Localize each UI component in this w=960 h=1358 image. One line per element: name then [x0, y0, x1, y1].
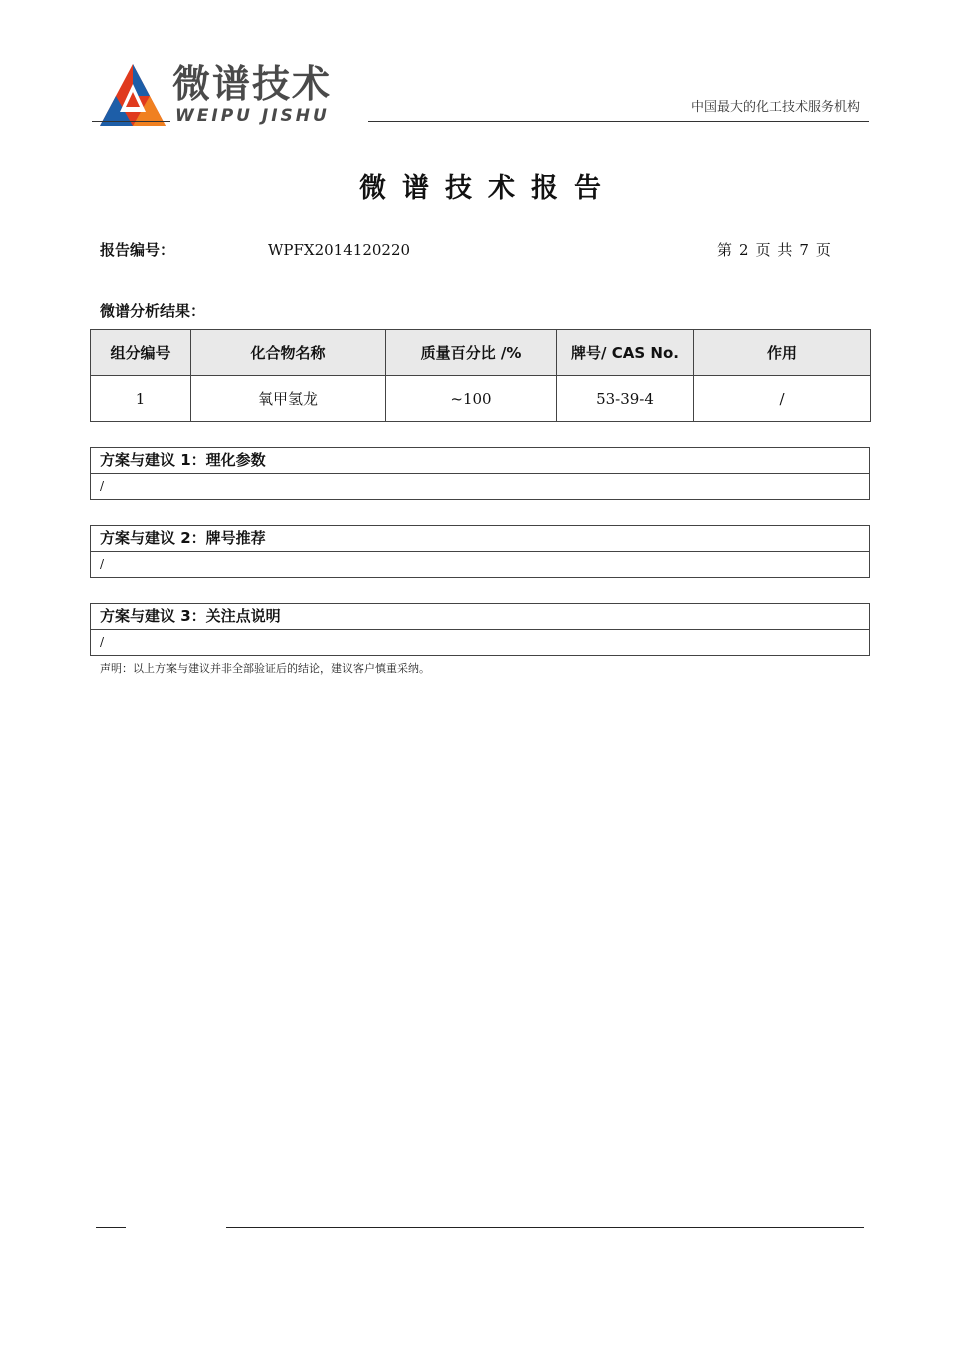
report-number-label: 报告编号：: [100, 241, 176, 259]
suggestion-box-1: [90, 447, 870, 500]
header-divider: [368, 121, 869, 122]
suggestion-content: /: [100, 635, 105, 649]
column-header: 作用: [694, 330, 871, 376]
table-cell: 氧甲氢龙: [191, 376, 386, 422]
suggestion-content: /: [100, 557, 105, 571]
weipu-logo-icon: [98, 62, 168, 128]
table-cell: /: [694, 376, 871, 422]
report-number-value: WPFX2014120220: [268, 241, 411, 259]
brand-name-en: WEIPU JISHU: [175, 106, 330, 126]
page-prefix: 第: [717, 241, 734, 259]
page-total: 7: [799, 241, 810, 259]
header-divider: [92, 121, 170, 122]
report-title: 微谱技术报告: [359, 173, 617, 204]
suggestion-title: 方案与建议 1：理化参数: [91, 448, 869, 474]
brand-name-cn: 微谱技术: [172, 62, 333, 106]
table-header-row: [91, 330, 871, 376]
tagline: 中国最大的化工技术服务机构: [690, 100, 860, 115]
table-cell: 53-39-4: [557, 376, 694, 422]
suggestion-box-2: [90, 525, 870, 578]
page-indicator: [714, 240, 835, 260]
footer-divider: [96, 1227, 126, 1228]
page-mid: 页 共: [755, 241, 794, 259]
page-suffix: 页: [815, 241, 832, 259]
column-header: 质量百分比 /%: [386, 330, 557, 376]
table-cell: 1: [91, 376, 191, 422]
table-row: [91, 376, 871, 422]
column-header: 化合物名称: [191, 330, 386, 376]
suggestion-content: /: [100, 479, 105, 493]
disclaimer: 声明：以上方案与建议并非全部验证后的结论，建议客户慎重采纳。: [100, 662, 430, 675]
suggestion-title: 方案与建议 2：牌号推荐: [91, 526, 869, 552]
table-cell: ~100: [386, 376, 557, 422]
results-label: 微谱分析结果：: [100, 302, 206, 320]
column-header: 组分编号: [91, 330, 191, 376]
results-table: [90, 329, 871, 422]
page-current: 2: [739, 241, 750, 259]
suggestion-box-3: [90, 603, 870, 656]
column-header: 牌号/ CAS No.: [557, 330, 694, 376]
suggestion-title: 方案与建议 3：关注点说明: [91, 604, 869, 630]
footer-divider: [226, 1227, 864, 1228]
